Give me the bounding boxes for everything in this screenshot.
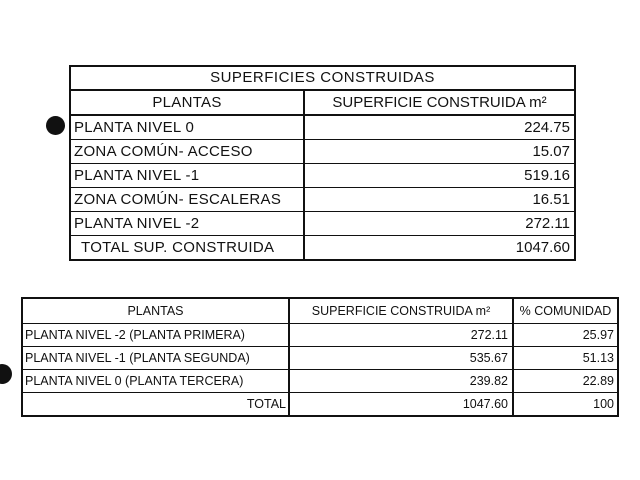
total-value: 1047.60 [515,239,570,256]
total-label: TOTAL SUP. CONSTRUIDA [71,236,305,259]
row-surface: 535.67 [290,347,514,369]
row-label: PLANTA NIVEL -1 [71,164,305,187]
table-title: SUPERFICIES CONSTRUIDAS [71,67,574,91]
row-value: 224.75 [524,119,570,136]
row-percent: 25.97 [582,328,614,342]
row-percent: 22.89 [582,374,614,388]
header-comunidad: % COMUNIDAD [519,304,612,318]
row-label: ZONA COMÚN- ESCALERAS [71,188,305,211]
table-row [71,212,574,236]
row-value: 272.11 [525,215,570,232]
header-plantas: PLANTAS [23,299,290,323]
row-label: PLANTA NIVEL 0 (PLANTA TERCERA) [23,370,290,392]
row-label: PLANTA NIVEL -1 (PLANTA SEGUNDA) [23,347,290,369]
superficies-construidas-table [69,65,576,261]
row-surface: 272.11 [290,324,514,346]
table-row [71,164,574,188]
row-surface: 239.82 [290,370,514,392]
table-row [71,116,574,140]
table-total-row [71,236,574,259]
comunidad-table [21,297,619,417]
table-row [23,324,617,347]
table-row [23,370,617,393]
table-row [23,347,617,370]
total-surface: 1047.60 [290,393,514,415]
row-value: 16.51 [532,191,570,208]
header-superficie: SUPERFICIE CONSTRUIDA m² [332,94,547,111]
table-row [71,188,574,212]
header-plantas: PLANTAS [71,91,305,114]
row-label: PLANTA NIVEL -2 (PLANTA PRIMERA) [23,324,290,346]
table-header-row [23,299,617,324]
row-value: 519.16 [524,167,570,184]
marker-dot-planta-tercera [0,364,12,384]
row-label: ZONA COMÚN- ACCESO [71,140,305,163]
row-label: PLANTA NIVEL -2 [71,212,305,235]
row-value: 15.07 [532,143,570,160]
marker-dot-planta-nivel-0 [46,116,65,135]
header-superficie: SUPERFICIE CONSTRUIDA m² [290,299,514,323]
table-row [71,140,574,164]
total-percent: 100 [593,397,614,411]
table-header-row [71,91,574,116]
table-total-row [23,393,617,415]
row-percent: 51.13 [582,351,614,365]
total-label: TOTAL [23,393,290,415]
row-label: PLANTA NIVEL 0 [71,116,305,139]
